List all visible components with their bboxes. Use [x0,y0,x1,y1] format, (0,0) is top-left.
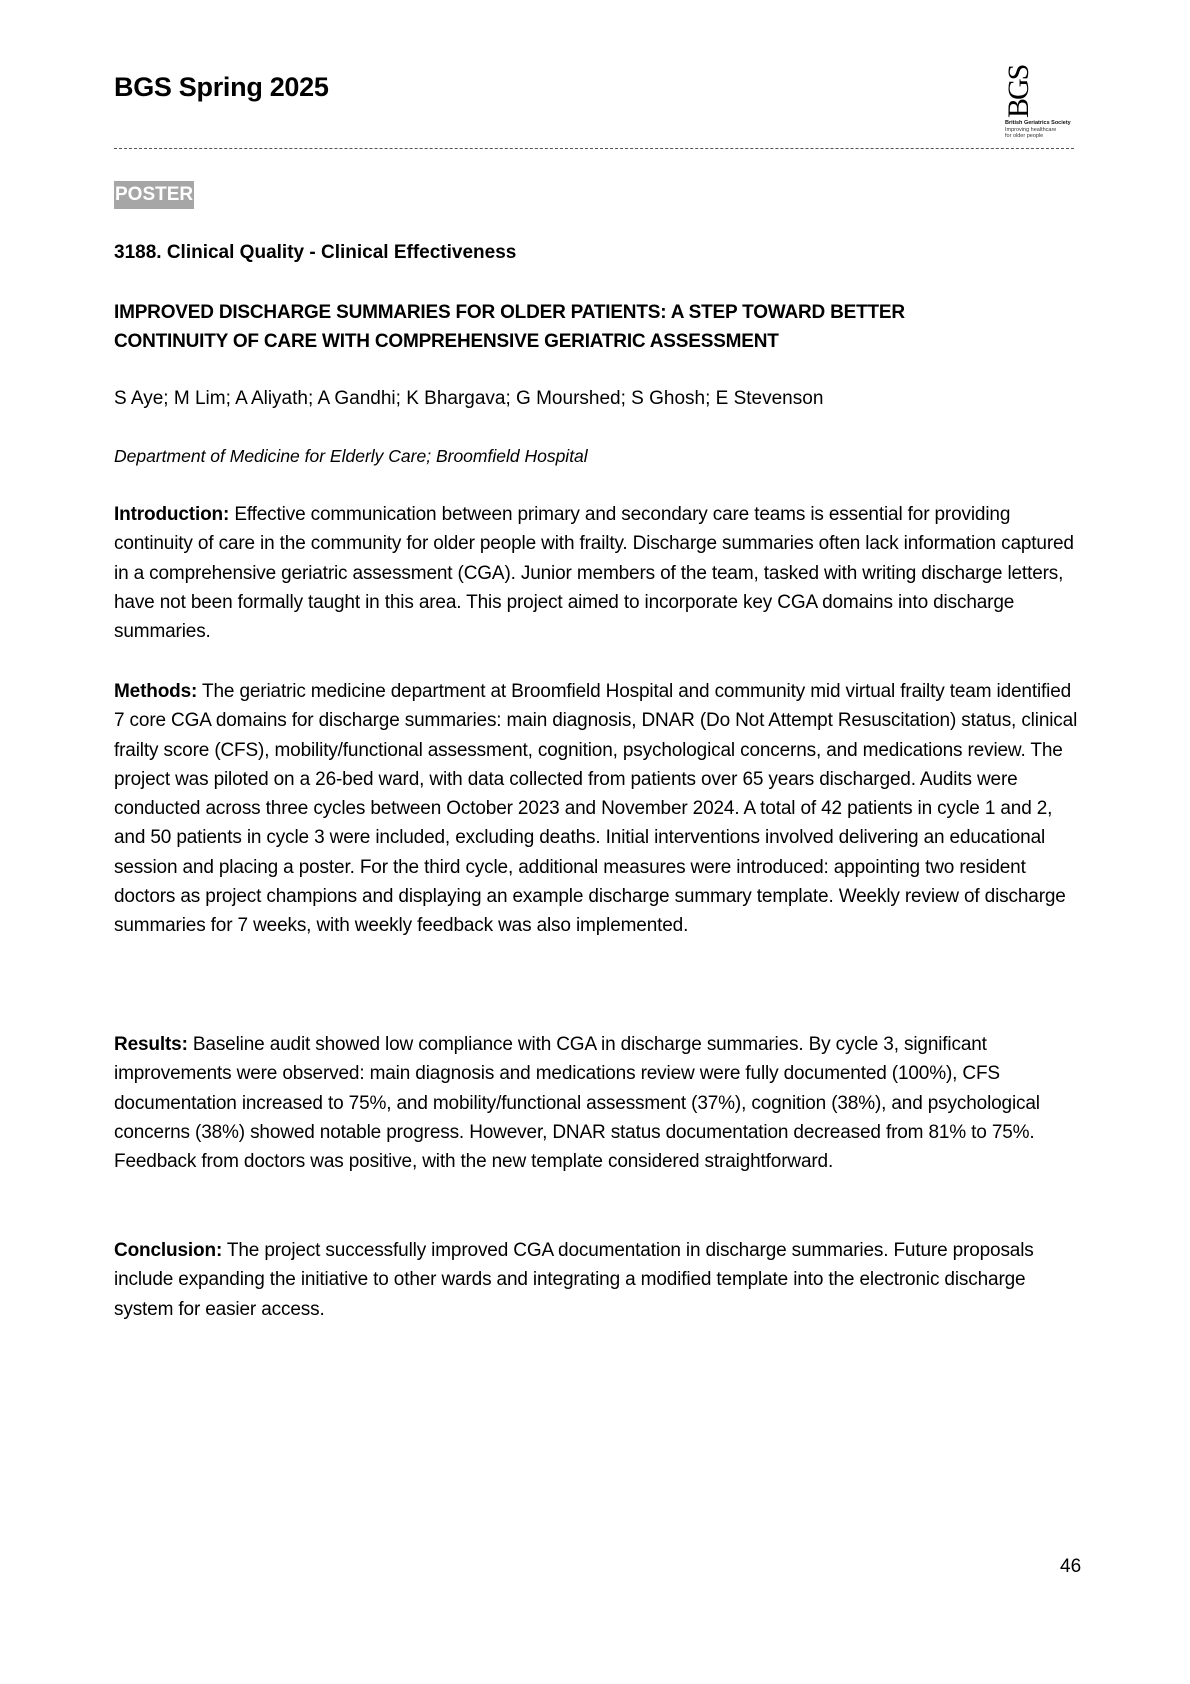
methods-section [114,677,1079,941]
abstract-id-category: 3188. Clinical Quality - Clinical Effectiveness [114,242,517,263]
methods-label: Methods: [114,681,198,702]
logo-tagline-line2: for older people [1005,133,1044,139]
logo-tagline-line1: Improving healthcare [1005,126,1057,133]
abstract-title: IMPROVED DISCHARGE SUMMARIES FOR OLDER PATIENTS: A STEP TOWARD BETTER CONTINUITY OF CARE WITH COMPREHENSIVE GERIATRIC ASSESSMENT [114,302,905,352]
section-badge: POSTER [114,181,194,209]
logo-org-name: British Geriatrics Society [1005,120,1071,126]
bgs-logo-text [1005,120,1071,140]
results-label: Results: [114,1034,188,1055]
conclusion-label: Conclusion: [114,1240,223,1261]
conclusion-section [114,1236,1079,1324]
header-divider [114,148,1074,149]
bgs-logo [1000,52,1080,144]
page-number: 46 [1060,1556,1082,1577]
methods-text: The geriatric medicine department at Broomfield Hospital and community mid virtual frailty team identified 7 core CGA domains for discharge summaries: main diagnosis, DNAR (Do Not Attempt Resuscitation) status, clinical frailty score (CFS), mobility/functional assessment, cognition, psychological concerns, and medications review. The project was piloted on a 26-bed ward, with data collected from patients over 65 years discharged. Audits were conducted across three cycles between October 2023 and November 2024. A total of 42 patients in cycle 1 and 2, and 50 patients in cycle 3 were included, excluding deaths. Initial interventions involved delivering an educational session and placing a poster. For the third cycle, additional measures were introduced: appointing two resident doctors as project champions and displaying an example discharge summary template. Weekly review of discharge summaries for 7 weeks, with weekly feedback was also implemented. [114,681,1078,937]
results-section [114,1030,1079,1176]
document-header-title: BGS Spring 2025 [114,72,329,102]
conclusion-text: The project successfully improved CGA documentation in discharge summaries. Future proposals include expanding the initiative to other wards and integrating a modified template into the electronic discharge system for easier access. [114,1240,1034,1320]
results-text: Baseline audit showed low compliance with CGA in discharge summaries. By cycle 3, significant improvements were observed: main diagnosis and medications review were fully documented (100%), CFS documentation increased to 75%, and mobility/functional assessment (37%), cognition (38%), and psychological concerns (38%) showed notable progress. However, DNAR status documentation decreased from 81% to 75%. Feedback from doctors was positive, with the new template considered straightforward. [114,1034,1040,1173]
affiliation: Department of Medicine for Elderly Care; Broomfield Hospital [114,446,588,466]
introduction-label: Introduction: [114,504,230,525]
bgs-logo-mark-icon: BGS [1002,65,1035,118]
author-list: S Aye; M Lim; A Aliyath; A Gandhi; K Bhargava; G Mourshed; S Ghosh; E Stevenson [114,388,824,409]
introduction-text: Effective communication between primary and secondary care teams is essential for providing continuity of care in the community for older people with frailty. Discharge summaries often lack information captured in a comprehensive geriatric assessment (CGA). Junior members of the team, tasked with writing discharge letters, have not been formally taught in this area. This project aimed to incorporate key CGA domains into discharge summaries. [114,504,1074,643]
introduction-section [114,500,1079,646]
